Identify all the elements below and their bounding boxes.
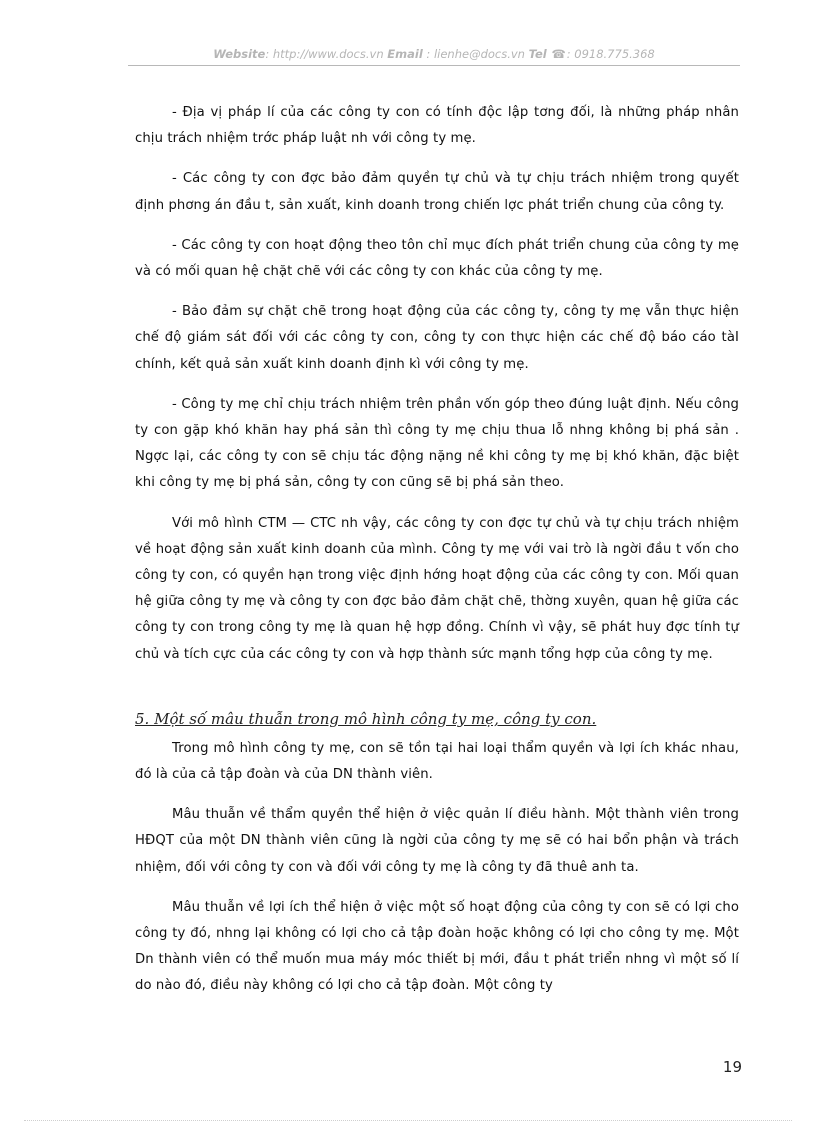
footer-divider [24, 1120, 792, 1121]
paragraph: - Bảo đảm sự chặt chẽ trong hoạt động của các công ty, công ty mẹ vẫn thực hiện chế độ giám sát đối với các công ty con, công ty con thực hiện các chế độ báo cáo tàI chính, kết quả sản xuất kinh doanh định kì với công ty mẹ. [135, 304, 739, 372]
email-value[interactable]: : lienhe@docs.vn [426, 47, 525, 61]
header-divider [128, 65, 740, 66]
paragraph: - Các công ty con đợc bảo đảm quyền tự chủ và tự chịu trách nhiệm trong quyết định phơng án đầu t, sản xuất, kinh doanh trong chiến lợc phát triển chung của công ty. [135, 171, 739, 213]
page-number: 19 [722, 1058, 742, 1076]
paragraph: Mâu thuẫn về thẩm quyền thể hiện ở việc quản lí điều hành. Một thành viên trong HĐQT của một DN thành viên cũng là ngời của công ty mẹ sẽ có hai bổn phận và trách nhiệm, đối với công ty con và đối với công ty mẹ là công ty đã thuê anh ta. [135, 807, 739, 875]
phone-icon: ☎ [551, 47, 566, 61]
tel-label: Tel [528, 47, 547, 61]
body-content [135, 100, 739, 1014]
paragraph: Trong mô hình công ty mẹ, con sẽ tồn tại hai loại thẩm quyền và lợi ích khác nhau, đó là của cả tập đoàn và của DN thành viên. [135, 740, 739, 783]
website-value[interactable]: : http://www.docs.vn [265, 47, 384, 61]
section-heading: 5. Một số mâu thuẫn trong mô hình công ty mẹ, công ty con. [135, 709, 597, 728]
paragraph: Mâu thuẫn về lợi ích thể hiện ở việc một số hoạt động của công ty con sẽ có lợi cho công ty đó, nhng lại không có lợi cho cả tập đoàn hoặc không có lợi cho công ty mẹ. Một Dn thành viên có thể muốn mua máy móc thiết bị mới, đầu t phát triển nhng vì một số lí do nào đó, điều này không có lợi cho cả tập đoàn. Một công ty [135, 899, 739, 994]
paragraph: - Địa vị pháp lí của các công ty con có tính độc lập tơng đối, là những pháp nhân chịu trách nhiệm trớc pháp luật nh với công ty mẹ. [135, 105, 739, 147]
paragraph: - Các công ty con hoạt động theo tôn chỉ mục đích phát triển chung của công ty mẹ và có mối quan hệ chặt chẽ với các công ty con khác của công ty mẹ. [135, 237, 739, 280]
page-header [128, 47, 740, 61]
tel-value: : 0918.775.368 [566, 47, 655, 61]
paragraph: - Công ty mẹ chỉ chịu trách nhiệm trên phần vốn góp theo đúng luật định. Nếu công ty con gặp khó khăn hay phá sản thì công ty mẹ chịu thua lỗ nhng không bị phá sản . Ngợc lại, các công ty con sẽ chịu tác động nặng nề khi công ty mẹ bị khó khăn, đặc biệt khi công ty mẹ bị phá sản, công ty con cũng sẽ bị phá sản theo. [135, 396, 739, 491]
paragraph: Với mô hình CTM — CTC nh vậy, các công ty con đợc tự chủ và tự chịu trách nhiệm về hoạt động sản xuất kinh doanh của mình. Công ty mẹ với vai trò là ngời đầu t vốn cho công ty con, có quyền hạn trong việc định hớng hoạt động của các công ty con. Mối quan hệ giữa công ty mẹ và công ty con đợc bảo đảm chặt chẽ, thờng xuyên, quan hệ giữa các công ty con trong công ty mẹ là quan hệ hợp đồng. Chính vì vậy, sẽ phát huy đợc tính tự chủ và tích cực của các công ty con và hợp thành sức mạnh tổng hợp của công ty mẹ. [135, 515, 739, 662]
website-label: Website [213, 47, 266, 61]
email-label: Email [387, 47, 423, 61]
